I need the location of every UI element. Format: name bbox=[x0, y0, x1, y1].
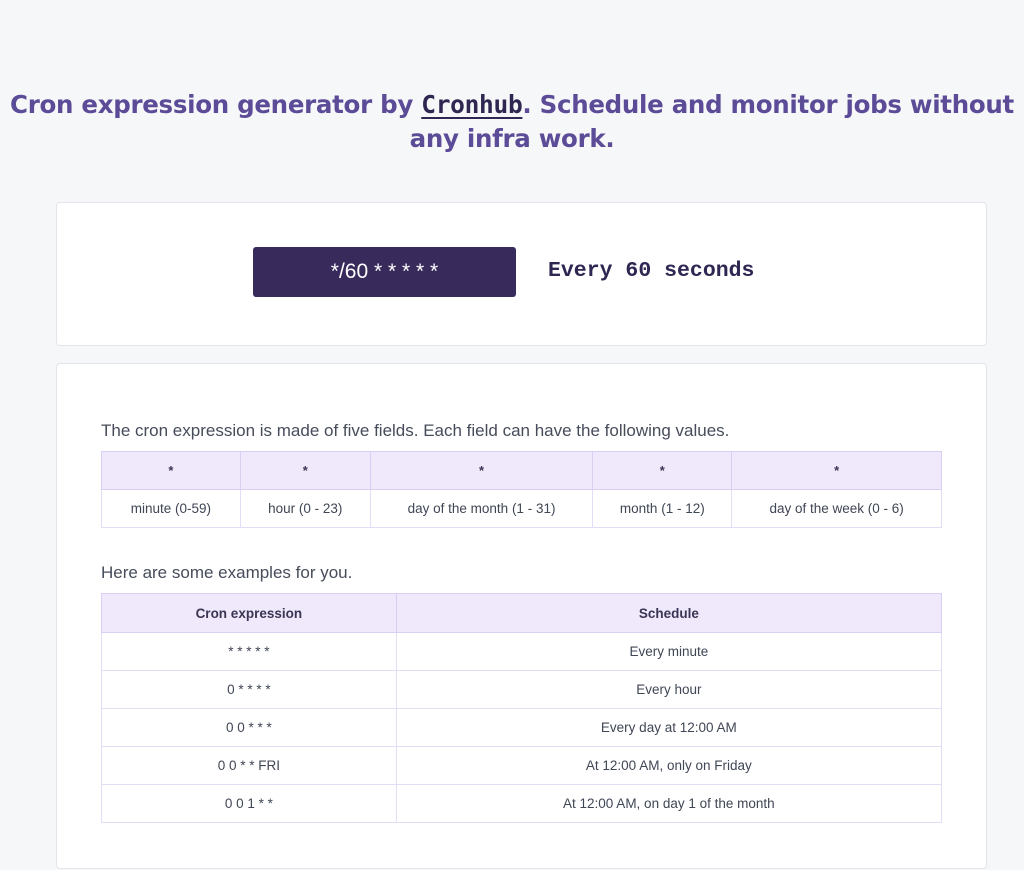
column-header-expression: Cron expression bbox=[102, 594, 397, 633]
fields-description-row bbox=[102, 490, 942, 528]
field-symbol: * bbox=[102, 452, 241, 490]
title-suffix: . Schedule and monitor jobs without any infra work. bbox=[409, 90, 1014, 153]
field-description: hour (0 - 23) bbox=[240, 490, 370, 528]
fields-symbol-row bbox=[102, 452, 942, 490]
example-expression: 0 * * * * bbox=[102, 671, 397, 709]
schedule-description: Every 60 seconds bbox=[548, 259, 755, 283]
example-expression: * * * * * bbox=[102, 633, 397, 671]
fields-table bbox=[101, 451, 942, 528]
table-row bbox=[102, 633, 942, 671]
cronhub-link[interactable]: Cronhub bbox=[421, 90, 523, 119]
example-schedule: At 12:00 AM, on day 1 of the month bbox=[396, 785, 941, 823]
table-row bbox=[102, 671, 942, 709]
generator-card bbox=[56, 202, 987, 346]
field-description: minute (0-59) bbox=[102, 490, 241, 528]
table-row bbox=[102, 709, 942, 747]
example-schedule: Every hour bbox=[396, 671, 941, 709]
example-expression: 0 0 1 * * bbox=[102, 785, 397, 823]
reference-card bbox=[56, 363, 987, 869]
table-row bbox=[102, 747, 942, 785]
column-header-schedule: Schedule bbox=[396, 594, 941, 633]
table-row bbox=[102, 785, 942, 823]
field-symbol: * bbox=[593, 452, 732, 490]
cron-expression-input[interactable] bbox=[253, 247, 516, 297]
title-prefix: Cron expression generator by bbox=[10, 90, 422, 119]
examples-intro: Here are some examples for you. bbox=[101, 563, 353, 582]
field-symbol: * bbox=[732, 452, 942, 490]
fields-intro: The cron expression is made of five fields. Each field can have the following values. bbox=[101, 421, 730, 440]
field-symbol: * bbox=[240, 452, 370, 490]
example-schedule: At 12:00 AM, only on Friday bbox=[396, 747, 941, 785]
field-description: day of the month (1 - 31) bbox=[370, 490, 593, 528]
example-expression: 0 0 * * * bbox=[102, 709, 397, 747]
examples-table bbox=[101, 593, 942, 823]
field-symbol: * bbox=[370, 452, 593, 490]
example-expression: 0 0 * * FRI bbox=[102, 747, 397, 785]
examples-header-row bbox=[102, 594, 942, 633]
page-title bbox=[0, 88, 1024, 156]
example-schedule: Every minute bbox=[396, 633, 941, 671]
example-schedule: Every day at 12:00 AM bbox=[396, 709, 941, 747]
field-description: day of the week (0 - 6) bbox=[732, 490, 942, 528]
field-description: month (1 - 12) bbox=[593, 490, 732, 528]
